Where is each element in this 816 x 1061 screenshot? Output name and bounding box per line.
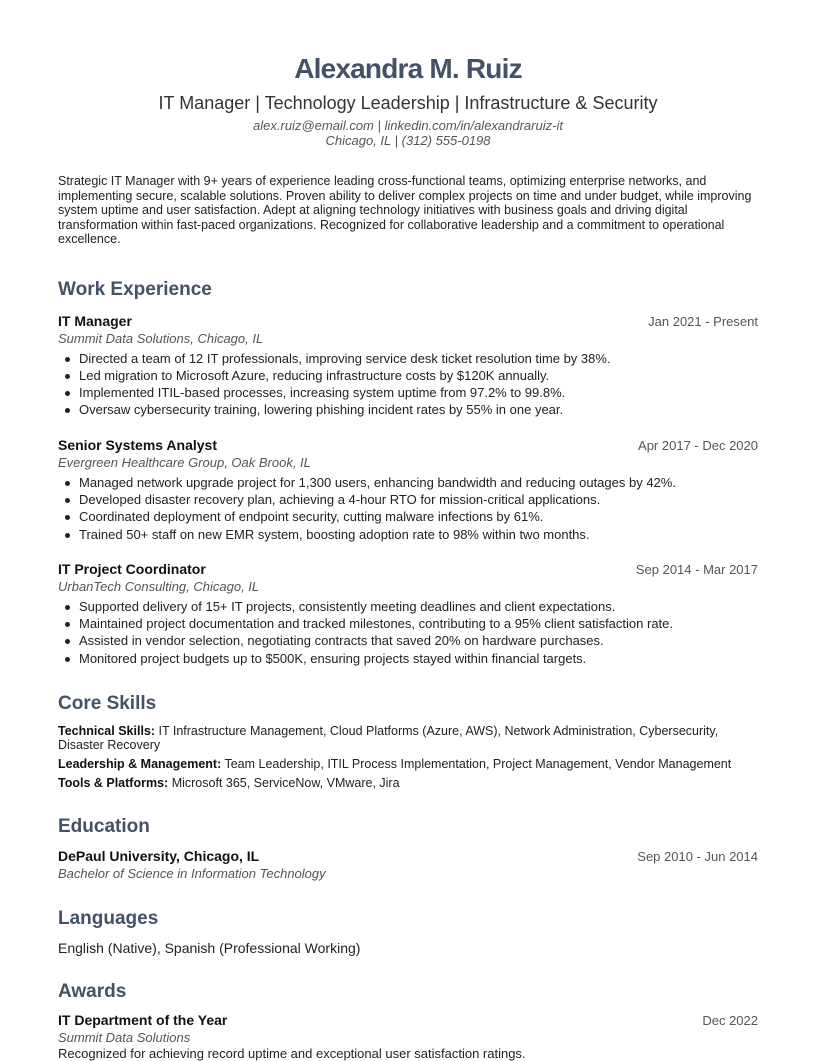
languages-list: English (Native), Spanish (Professional Working) bbox=[58, 940, 361, 957]
job-header bbox=[58, 312, 758, 331]
skills-list bbox=[58, 724, 758, 790]
headline: IT Manager | Technology Leadership | Infrastructure & Security bbox=[158, 93, 658, 113]
job-dates: Sep 2014 - Mar 2017 bbox=[635, 561, 758, 577]
job-entry bbox=[58, 560, 758, 667]
contact-line-email-linkedin: alex.ruiz@email.com | linkedin.com/in/alexandraruiz-it bbox=[253, 118, 563, 133]
degree: Bachelor of Science in Information Technology bbox=[58, 866, 326, 882]
job-bullet-list bbox=[58, 350, 758, 419]
job-bullet: Directed a team of 12 IT professionals, improving service desk ticket resolution time by 38%. bbox=[79, 350, 758, 367]
award-name: IT Department of the Year bbox=[58, 1012, 228, 1029]
job-title: Senior Systems Analyst bbox=[58, 436, 217, 453]
job-dates: Apr 2017 - Dec 2020 bbox=[638, 437, 758, 453]
job-entry bbox=[58, 312, 758, 419]
job-bullet: Maintained project documentation and tracked milestones, contributing to a 95% client satisfaction rate. bbox=[79, 615, 758, 632]
job-company: UrbanTech Consulting, Chicago, IL bbox=[58, 578, 260, 594]
section-title-education: Education bbox=[58, 816, 150, 838]
skill-label: Leadership & Management: bbox=[58, 757, 222, 772]
candidate-name: Alexandra M. Ruiz bbox=[294, 53, 522, 84]
job-company: Summit Data Solutions, Chicago, IL bbox=[58, 330, 264, 346]
skill-value: Microsoft 365, ServiceNow, VMware, Jira bbox=[171, 776, 400, 791]
skill-line bbox=[58, 776, 758, 790]
professional-summary: Strategic IT Manager with 9+ years of experience leading cross-functional teams, optimizing enterprise networks, and implementing secure, scalable solutions. Proven ability to deliver complex projects on time and under budget, while improving system uptime and user satisfaction. Adept at aligning technology initiatives with business goals and driving digital transformation within fast-paced organizations. Recognized for collaborative leadership and a commitment to operational excellence. bbox=[58, 174, 752, 246]
job-dates: Jan 2021 - Present bbox=[648, 313, 758, 329]
award-entry bbox=[58, 1011, 758, 1061]
job-bullet: Monitored project budgets up to $500K, ensuring projects stayed within financial targets. bbox=[79, 650, 758, 667]
skill-line bbox=[58, 724, 758, 752]
education-entry bbox=[58, 847, 758, 882]
award-header bbox=[58, 1011, 758, 1030]
job-entry bbox=[58, 436, 758, 543]
job-title: IT Project Coordinator bbox=[58, 560, 206, 577]
award-description: Recognized for achieving record uptime and exceptional user satisfaction ratings. bbox=[58, 1046, 526, 1061]
section-title-work-experience: Work Experience bbox=[58, 278, 212, 300]
contact-line-location-phone: Chicago, IL | (312) 555-0198 bbox=[325, 133, 491, 148]
job-bullet: Trained 50+ staff on new EMR system, boosting adoption rate to 98% within two months. bbox=[79, 526, 758, 543]
job-bullet: Coordinated deployment of endpoint security, cutting malware infections by 61%. bbox=[79, 508, 758, 525]
job-header bbox=[58, 436, 758, 455]
job-header bbox=[58, 560, 758, 579]
job-bullet: Implemented ITIL-based processes, increasing system uptime from 97.2% to 99.8%. bbox=[79, 384, 758, 401]
education-dates: Sep 2010 - Jun 2014 bbox=[637, 849, 758, 865]
job-bullet-list bbox=[58, 598, 758, 667]
job-bullet-list bbox=[58, 474, 758, 543]
section-title-core-skills: Core Skills bbox=[58, 693, 157, 715]
section-title-awards: Awards bbox=[58, 981, 127, 1003]
job-title: IT Manager bbox=[58, 312, 132, 329]
skill-line bbox=[58, 757, 758, 771]
job-bullet: Assisted in vendor selection, negotiating contracts that saved 20% on hardware purchases. bbox=[79, 632, 758, 649]
job-bullet: Developed disaster recovery plan, achieving a 4-hour RTO for mission-critical applications. bbox=[79, 491, 758, 508]
skill-label: Tools & Platforms: bbox=[58, 776, 169, 791]
skill-value: IT Infrastructure Management, Cloud Platforms (Azure, AWS), Network Administration, Cybersecurity, Disaster Recovery bbox=[58, 724, 719, 753]
skill-label: Technical Skills: bbox=[58, 724, 156, 739]
skill-value: Team Leadership, ITIL Process Implementation, Project Management, Vendor Management bbox=[224, 757, 732, 772]
job-bullet: Oversaw cybersecurity training, lowering phishing incident rates by 55% in one year. bbox=[79, 401, 758, 418]
job-bullet: Managed network upgrade project for 1,300 users, enhancing bandwidth and reducing outages by 42%. bbox=[79, 474, 758, 491]
education-header bbox=[58, 847, 758, 866]
job-bullet: Supported delivery of 15+ IT projects, consistently meeting deadlines and client expectations. bbox=[79, 598, 758, 615]
school-name: DePaul University, Chicago, IL bbox=[58, 848, 260, 865]
section-title-languages: Languages bbox=[58, 908, 159, 930]
job-company: Evergreen Healthcare Group, Oak Brook, IL bbox=[58, 454, 311, 470]
award-organization: Summit Data Solutions bbox=[58, 1030, 191, 1046]
award-date: Dec 2022 bbox=[702, 1013, 758, 1029]
job-bullet: Led migration to Microsoft Azure, reducing infrastructure costs by $120K annually. bbox=[79, 367, 758, 384]
